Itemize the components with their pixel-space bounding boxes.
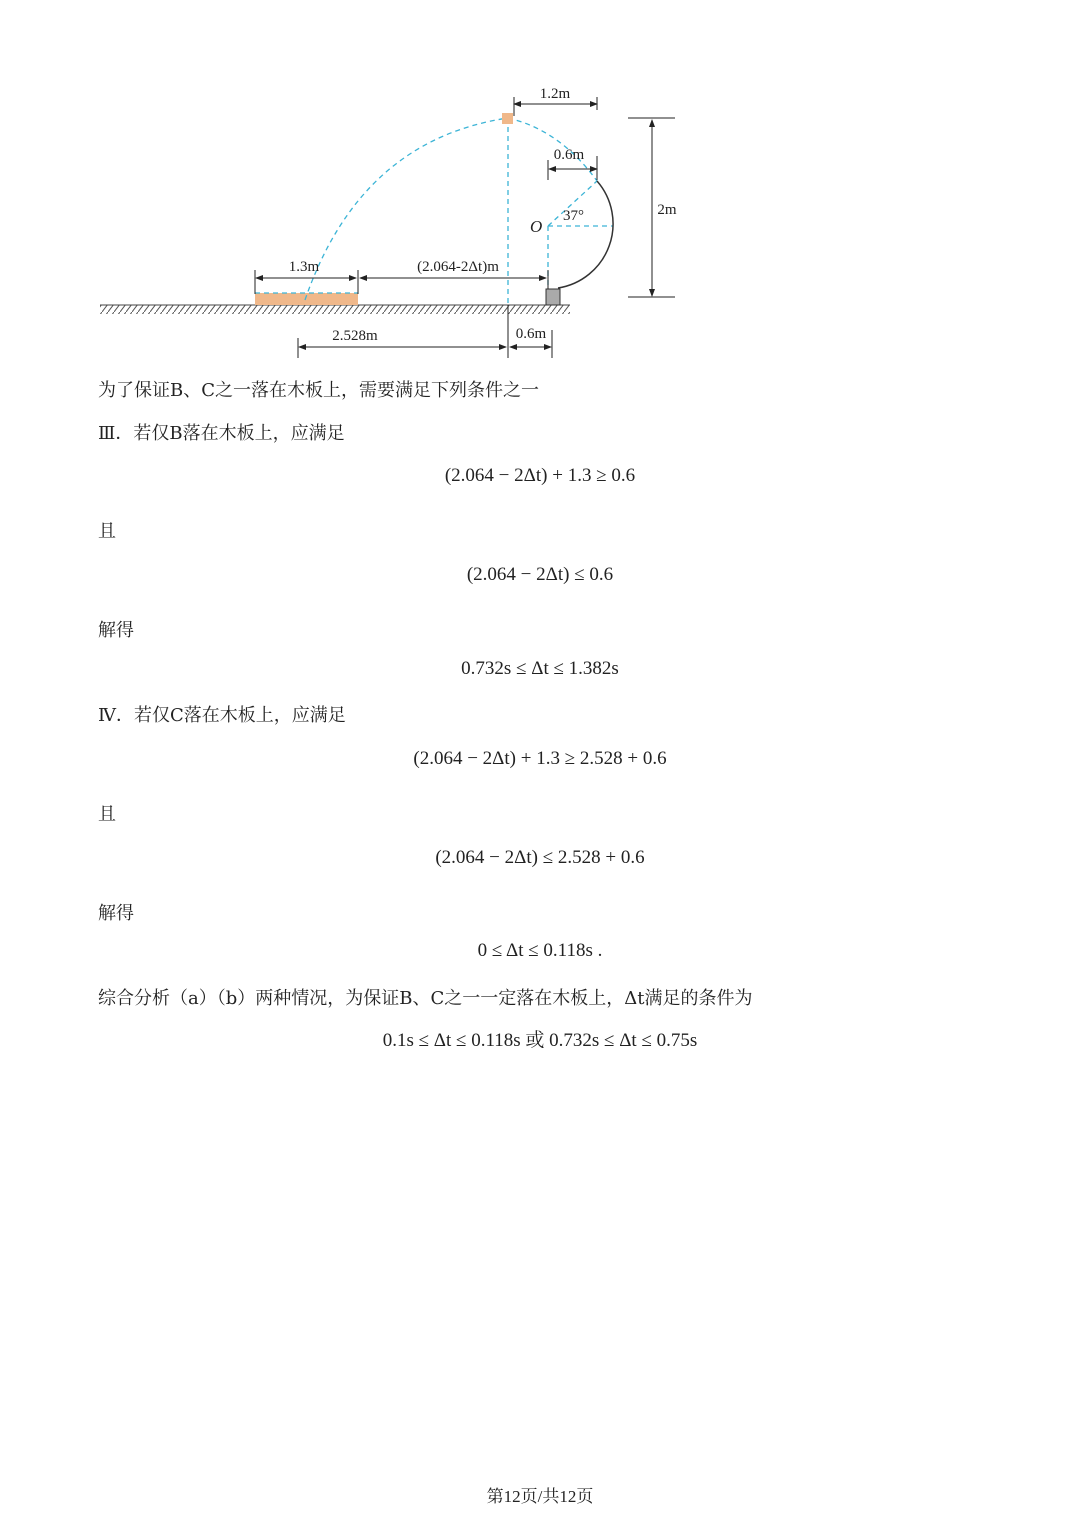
dim-bottom-right: 0.6m <box>515 326 547 342</box>
ground-hatch <box>100 305 570 314</box>
dim-arc: 0.6m <box>553 147 585 163</box>
physics-diagram <box>0 0 1080 370</box>
angle-label: 37° <box>563 208 584 224</box>
support-post <box>546 289 560 305</box>
equation: (2.064 − 2Δt) + 1.3 ≥ 0.6 <box>444 465 636 486</box>
dim-bottom-left: 2.528m <box>332 328 378 344</box>
equation: (2.064 − 2Δt) + 1.3 ≥ 2.528 + 0.6 <box>413 748 667 769</box>
text-line: Ⅳ．若仅C落在木板上，应满足 <box>98 705 346 726</box>
text-line: 综合分析（a）（b）两种情况，为保证B、C之一一定落在木板上，Δt满足的条件为 <box>98 988 753 1009</box>
text-line: 解得 <box>98 620 134 641</box>
ball <box>502 113 513 124</box>
wood-plank <box>255 293 358 305</box>
center-label: O <box>530 217 543 236</box>
equation: 0.1s ≤ Δt ≤ 0.118s 或 0.732s ≤ Δt ≤ 0.75s <box>382 1030 698 1051</box>
dim-plank: 1.3m <box>288 259 320 275</box>
equation: 0.732s ≤ Δt ≤ 1.382s <box>461 658 619 679</box>
text-line: 且 <box>98 521 116 542</box>
dim-height: 2m <box>657 202 677 218</box>
circular-track <box>558 181 613 288</box>
text-line: 解得 <box>98 903 134 924</box>
dim-gap: (2.064-2Δt)m <box>417 259 499 275</box>
text-line: 且 <box>98 804 116 825</box>
equation: (2.064 − 2Δt) ≤ 0.6 <box>466 564 614 585</box>
equation: 0 ≤ Δt ≤ 0.118s . <box>477 940 603 961</box>
equation: (2.064 − 2Δt) ≤ 2.528 + 0.6 <box>435 847 645 868</box>
page-footer: 第12页/共12页 <box>486 1487 594 1506</box>
text-line: 为了保证B、C之一落在木板上，需要满足下列条件之一 <box>98 380 539 401</box>
dim-top: 1.2m <box>539 86 571 102</box>
text-line: Ⅲ．若仅B落在木板上，应满足 <box>98 423 345 444</box>
